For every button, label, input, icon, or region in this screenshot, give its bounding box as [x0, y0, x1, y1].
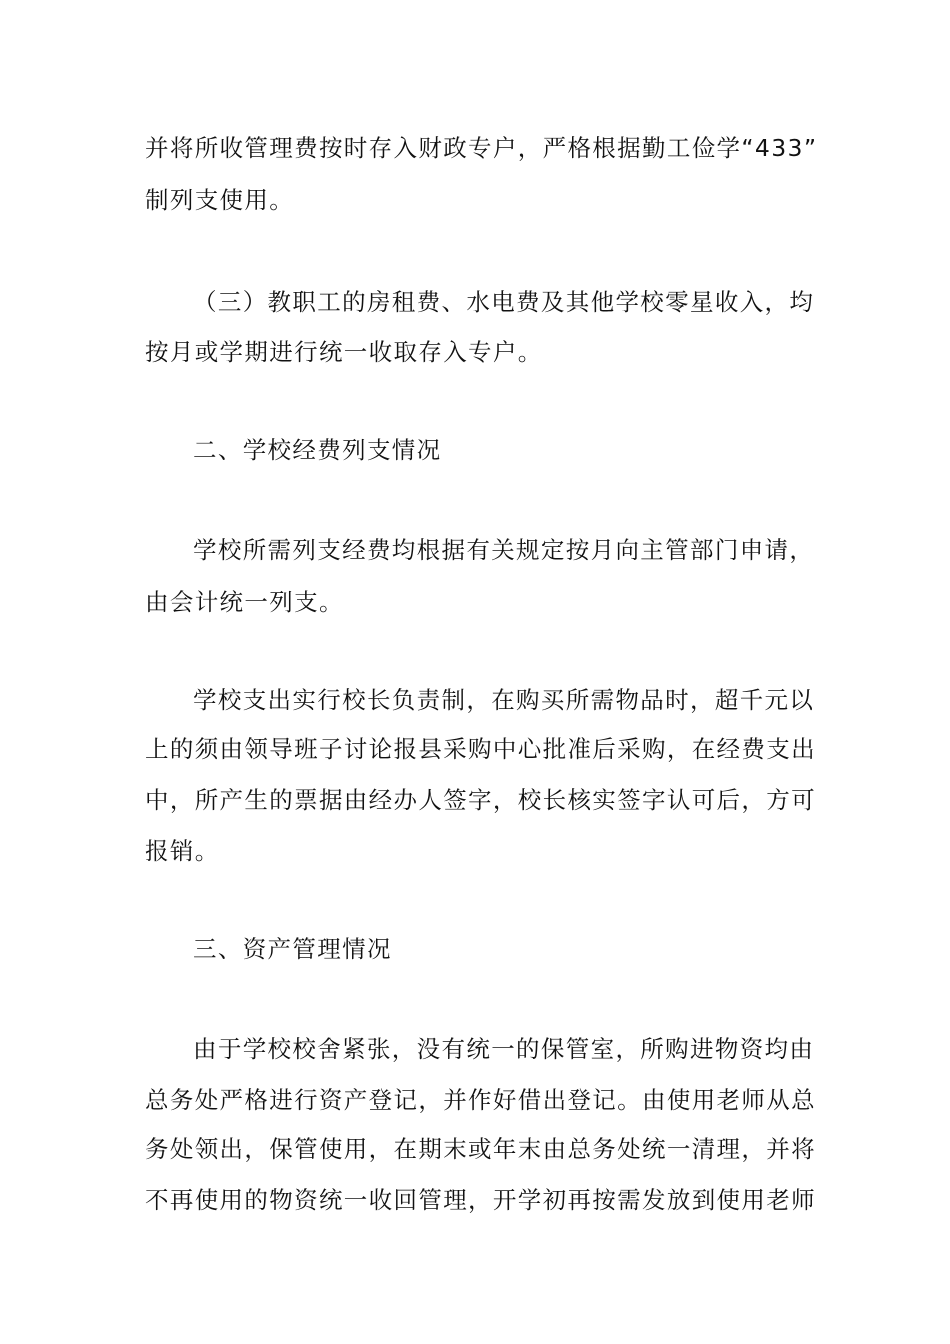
text-line: 报销。 [145, 837, 220, 865]
text-line: 上的须由领导班子讨论报县采购中心批准后采购，在经费支出 [145, 735, 816, 763]
text-line: 由会计统一列支。 [145, 588, 344, 616]
text-line: 总务处严格进行资产登记，并作好借出登记。由使用老师从总 [145, 1086, 816, 1114]
section-heading: 二、学校经费列支情况 [193, 436, 442, 464]
text-line: 务处领出，保管使用，在期末或年末由总务处统一清理，并将 [145, 1135, 816, 1163]
text-line: 并将所收管理费按时存入财政专户，严格根据勤工俭学“433” [145, 134, 818, 162]
text-line: 学校支出实行校长负责制，在购买所需物品时，超千元以 [193, 686, 815, 714]
text-line: 不再使用的物资统一收回管理，开学初再按需发放到使用老师 [145, 1186, 816, 1214]
section-heading: 三、资产管理情况 [193, 935, 392, 963]
text-line: 按月或学期进行统一收取存入专户。 [145, 338, 543, 366]
text-line: 制列支使用。 [145, 186, 295, 214]
text-line: （三）教职工的房租费、水电费及其他学校零星收入，均 [193, 288, 815, 316]
text-line: 学校所需列支经费均根据有关规定按月向主管部门申请， [193, 536, 815, 564]
text-line: 由于学校校舍紧张，没有统一的保管室，所购进物资均由 [193, 1035, 815, 1063]
text-line: 中，所产生的票据由经办人签字，校长核实签字认可后，方可 [145, 786, 816, 814]
